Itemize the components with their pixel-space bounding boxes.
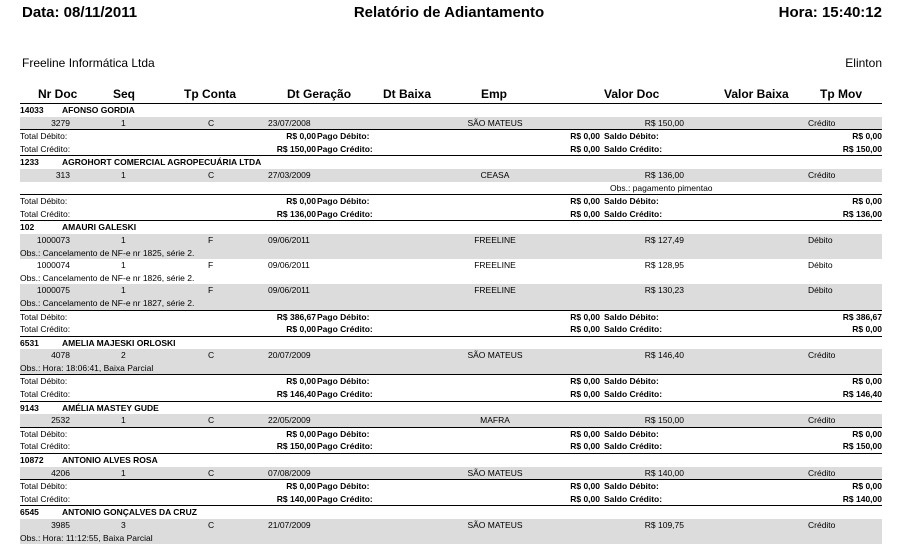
col-emp: Emp <box>481 87 508 101</box>
doc-number: 4206 <box>51 467 70 478</box>
doc-tp-conta: F <box>208 260 214 271</box>
saldo-debito-value: R$ 0,00 <box>852 481 882 492</box>
saldo-debito-label: Saldo Débito: <box>604 376 659 387</box>
customer-name: AGROHORT COMERCIAL AGROPECUÁRIA LTDA <box>62 157 262 168</box>
doc-valor: R$ 128,95 <box>644 260 684 271</box>
customer-header <box>20 220 882 234</box>
doc-row <box>20 234 882 247</box>
report-date: Data: 08/11/2011 <box>22 4 138 21</box>
saldo-debito-label: Saldo Débito: <box>604 428 659 439</box>
total-credito-value: R$ 140,00 <box>276 493 316 504</box>
doc-dt-geracao: 23/07/2008 <box>268 117 311 128</box>
total-debito-label: Total Débito: <box>20 376 68 387</box>
doc-obs <box>20 247 882 260</box>
doc-tp-mov: Crédito <box>808 117 836 128</box>
pago-debito-label: Pago Débito: <box>317 376 370 387</box>
pago-credito-value: R$ 0,00 <box>570 208 600 219</box>
doc-number: 4078 <box>51 350 70 361</box>
doc-tp-conta: C <box>208 467 215 478</box>
saldo-credito-value: R$ 140,00 <box>842 493 882 504</box>
doc-obs <box>20 182 882 195</box>
total-credito-label: Total Crédito: <box>20 493 71 504</box>
customer-code: 6545 <box>20 507 39 518</box>
pago-credito-value: R$ 0,00 <box>570 441 600 452</box>
doc-obs <box>20 532 882 544</box>
saldo-credito-label: Saldo Crédito: <box>604 441 663 452</box>
doc-emp: CEASA <box>480 169 510 180</box>
pago-credito-label: Pago Crédito: <box>317 143 373 154</box>
doc-valor: R$ 140,00 <box>644 467 684 478</box>
doc-emp: SÃO MATEUS <box>467 520 523 530</box>
customer-code: 10872 <box>20 455 44 466</box>
doc-row <box>20 284 882 297</box>
total-credito-value: R$ 150,00 <box>276 143 316 154</box>
customer-header <box>20 336 882 350</box>
col-tp-mov: Tp Mov <box>820 87 862 101</box>
doc-seq: 2 <box>121 350 126 361</box>
saldo-credito-label: Saldo Crédito: <box>604 324 663 335</box>
user-name: Elinton <box>845 56 882 70</box>
total-credito-value: R$ 136,00 <box>276 208 316 219</box>
saldo-debito-value: R$ 0,00 <box>852 428 882 439</box>
customer-name: AMAURI GALESKI <box>62 222 137 233</box>
col-valor-baixa: Valor Baixa <box>724 87 789 101</box>
doc-valor: R$ 136,00 <box>644 169 684 180</box>
total-credito-label: Total Crédito: <box>20 143 71 154</box>
doc-row <box>20 117 882 130</box>
col-dt-geracao: Dt Geração <box>287 87 352 101</box>
doc-number: 1000073 <box>36 234 70 245</box>
doc-valor: R$ 146,40 <box>644 350 684 361</box>
col-dt-baixa: Dt Baixa <box>383 87 432 101</box>
customer-code: 14033 <box>20 105 44 115</box>
report-title: Relatório de Adiantamento <box>353 4 545 21</box>
doc-dt-geracao: 27/03/2009 <box>268 169 311 180</box>
total-credito-row <box>20 440 882 453</box>
pago-debito-label: Pago Débito: <box>317 196 370 207</box>
total-debito-value: R$ 0,00 <box>286 481 316 492</box>
doc-valor: R$ 150,00 <box>644 415 684 426</box>
customer-code: 102 <box>20 222 35 233</box>
customer-name: AFONSO GORDIA <box>62 105 135 115</box>
doc-tp-mov: Crédito <box>808 467 836 478</box>
total-credito-label: Total Crédito: <box>20 441 71 452</box>
obs-text: Obs.: Hora: 18:06:41, Baixa Parcial <box>20 362 154 373</box>
doc-emp: SÃO MATEUS <box>467 467 523 478</box>
total-credito-row <box>20 208 882 221</box>
total-debito-value: R$ 0,00 <box>286 428 316 439</box>
total-debito-row <box>20 129 882 143</box>
customer-header <box>20 155 882 169</box>
customer-name: AMELIA MAJESKI ORLOSKI <box>62 337 176 348</box>
doc-dt-geracao: 07/08/2009 <box>268 467 311 478</box>
doc-number: 313 <box>55 169 70 180</box>
doc-tp-mov: Débito <box>808 260 833 271</box>
doc-seq: 1 <box>121 415 126 426</box>
total-credito-value: R$ 146,40 <box>276 389 316 400</box>
saldo-debito-value: R$ 386,67 <box>842 311 882 322</box>
total-debito-row <box>20 374 882 388</box>
doc-tp-mov: Crédito <box>808 350 836 361</box>
saldo-credito-value: R$ 146,40 <box>842 389 882 400</box>
doc-number: 3279 <box>51 117 70 128</box>
doc-tp-conta: F <box>208 285 214 296</box>
doc-tp-mov: Crédito <box>808 415 836 426</box>
doc-seq: 1 <box>121 117 126 128</box>
saldo-debito-value: R$ 0,00 <box>852 376 882 387</box>
doc-obs <box>20 362 882 375</box>
saldo-credito-value: R$ 150,00 <box>842 143 882 154</box>
total-debito-row <box>20 310 882 324</box>
col-seq: Seq <box>113 87 136 101</box>
doc-tp-conta: C <box>208 117 215 128</box>
doc-dt-geracao: 21/07/2009 <box>268 520 311 530</box>
pago-credito-label: Pago Crédito: <box>317 493 373 504</box>
doc-tp-conta: C <box>208 415 215 426</box>
saldo-debito-label: Saldo Débito: <box>604 196 659 207</box>
customer-header <box>20 401 882 415</box>
total-debito-label: Total Débito: <box>20 428 68 439</box>
doc-seq: 1 <box>121 285 126 296</box>
doc-row <box>20 414 882 427</box>
total-credito-row <box>20 493 882 506</box>
saldo-credito-value: R$ 0,00 <box>852 324 882 335</box>
total-credito-label: Total Crédito: <box>20 389 71 400</box>
doc-seq: 1 <box>121 234 126 245</box>
customer-code: 1233 <box>20 157 39 168</box>
doc-emp: FREELINE <box>474 260 516 271</box>
doc-row <box>20 169 882 182</box>
doc-emp: FREELINE <box>474 234 516 245</box>
obs-text: Obs.: Cancelamento de NF-e nr 1825, série 2. <box>20 247 195 258</box>
column-header-row <box>0 86 898 102</box>
col-valor-doc: Valor Doc <box>604 87 660 101</box>
pago-credito-value: R$ 0,00 <box>570 389 600 400</box>
customer-header <box>20 505 882 519</box>
pago-debito-value: R$ 0,00 <box>570 196 600 207</box>
customer-name: ANTONIO GONÇALVES DA CRUZ <box>62 507 197 518</box>
total-credito-row <box>20 388 882 401</box>
doc-tp-conta: C <box>208 520 215 530</box>
doc-tp-mov: Crédito <box>808 520 836 530</box>
pago-debito-label: Pago Débito: <box>317 481 370 492</box>
saldo-debito-label: Saldo Débito: <box>604 131 659 142</box>
doc-number: 1000074 <box>36 260 70 271</box>
doc-dt-geracao: 20/07/2009 <box>268 350 311 361</box>
saldo-credito-value: R$ 150,00 <box>842 441 882 452</box>
saldo-debito-label: Saldo Débito: <box>604 481 659 492</box>
total-debito-value: R$ 0,00 <box>286 196 316 207</box>
saldo-credito-label: Saldo Crédito: <box>604 208 663 219</box>
company-name: Freeline Informática Ltda <box>22 56 155 70</box>
doc-row <box>20 259 882 272</box>
doc-emp: FREELINE <box>474 285 516 296</box>
pago-credito-value: R$ 0,00 <box>570 143 600 154</box>
doc-dt-geracao: 09/06/2011 <box>268 234 310 245</box>
pago-credito-label: Pago Crédito: <box>317 389 373 400</box>
col-tp-conta: Tp Conta <box>184 87 236 101</box>
obs-text: Obs.: Cancelamento de NF-e nr 1826, série 2. <box>20 272 195 283</box>
pago-debito-value: R$ 0,00 <box>570 428 600 439</box>
doc-dt-geracao: 09/06/2011 <box>268 260 310 271</box>
saldo-debito-label: Saldo Débito: <box>604 311 659 322</box>
doc-valor: R$ 150,00 <box>644 117 684 128</box>
total-debito-row <box>20 427 882 441</box>
doc-valor: R$ 127,49 <box>644 234 684 245</box>
doc-valor: R$ 109,75 <box>644 520 684 530</box>
total-credito-value: R$ 150,00 <box>276 441 316 452</box>
total-credito-label: Total Crédito: <box>20 208 71 219</box>
doc-tp-mov: Débito <box>808 234 833 245</box>
doc-seq: 3 <box>121 520 126 530</box>
doc-tp-mov: Crédito <box>808 169 836 180</box>
total-debito-label: Total Débito: <box>20 196 68 207</box>
total-debito-value: R$ 386,67 <box>276 311 316 322</box>
saldo-debito-value: R$ 0,00 <box>852 131 882 142</box>
pago-debito-value: R$ 0,00 <box>570 131 600 142</box>
doc-seq: 1 <box>121 169 126 180</box>
pago-debito-value: R$ 0,00 <box>570 376 600 387</box>
saldo-credito-label: Saldo Crédito: <box>604 493 663 504</box>
doc-dt-geracao: 09/06/2011 <box>268 285 310 296</box>
pago-debito-label: Pago Débito: <box>317 311 370 322</box>
obs-text: Obs.: Hora: 11:12:55, Baixa Parcial <box>20 532 153 543</box>
doc-row <box>20 467 882 480</box>
pago-credito-label: Pago Crédito: <box>317 324 373 335</box>
report-time: Hora: 15:40:12 <box>778 4 882 21</box>
saldo-debito-value: R$ 0,00 <box>852 196 882 207</box>
saldo-credito-value: R$ 136,00 <box>842 208 882 219</box>
total-debito-row <box>20 194 882 208</box>
doc-tp-conta: C <box>208 350 215 361</box>
total-debito-value: R$ 0,00 <box>286 131 316 142</box>
doc-number: 2532 <box>51 415 70 426</box>
total-credito-label: Total Crédito: <box>20 324 71 335</box>
customer-code: 9143 <box>20 402 39 413</box>
pago-credito-label: Pago Crédito: <box>317 208 373 219</box>
doc-row <box>20 519 882 532</box>
doc-tp-conta: F <box>208 234 214 245</box>
customer-header <box>20 104 882 117</box>
doc-seq: 1 <box>121 467 126 478</box>
doc-tp-mov: Débito <box>808 285 833 296</box>
obs-text: Obs.: Cancelamento de NF-e nr 1827, série 2. <box>20 297 195 308</box>
doc-dt-geracao: 22/05/2009 <box>268 415 311 426</box>
total-debito-value: R$ 0,00 <box>286 376 316 387</box>
doc-emp: SÃO MATEUS <box>467 117 523 128</box>
customer-name: AMÉLIA MASTEY GUDE <box>62 402 159 413</box>
doc-obs <box>20 297 882 310</box>
doc-tp-conta: C <box>208 169 215 180</box>
pago-debito-label: Pago Débito: <box>317 428 370 439</box>
pago-credito-value: R$ 0,00 <box>570 324 600 335</box>
doc-valor: R$ 130,23 <box>644 285 684 296</box>
total-credito-row <box>20 143 882 156</box>
total-credito-row <box>20 323 882 336</box>
doc-obs <box>20 272 882 285</box>
report-body <box>20 104 882 544</box>
doc-emp: MAFRA <box>480 415 510 426</box>
doc-number: 3985 <box>51 520 70 530</box>
doc-emp: SÃO MATEUS <box>467 350 523 361</box>
doc-number: 1000075 <box>36 285 70 296</box>
total-debito-row <box>20 479 882 493</box>
saldo-credito-label: Saldo Crédito: <box>604 389 663 400</box>
pago-credito-value: R$ 0,00 <box>570 493 600 504</box>
customer-code: 6531 <box>20 337 39 348</box>
pago-debito-value: R$ 0,00 <box>570 311 600 322</box>
doc-seq: 1 <box>121 260 126 271</box>
pago-credito-label: Pago Crédito: <box>317 441 373 452</box>
customer-header <box>20 453 882 467</box>
pago-debito-value: R$ 0,00 <box>570 481 600 492</box>
customer-name: ANTONIO ALVES ROSA <box>62 455 158 466</box>
pago-debito-label: Pago Débito: <box>317 131 370 142</box>
total-debito-label: Total Débito: <box>20 131 68 142</box>
total-debito-label: Total Débito: <box>20 311 68 322</box>
total-debito-label: Total Débito: <box>20 481 68 492</box>
saldo-credito-label: Saldo Crédito: <box>604 143 663 154</box>
col-nr-doc: Nr Doc <box>38 87 78 101</box>
total-credito-value: R$ 0,00 <box>286 324 316 335</box>
doc-row <box>20 349 882 362</box>
obs-text: Obs.: pagamento pimentao <box>610 182 713 193</box>
